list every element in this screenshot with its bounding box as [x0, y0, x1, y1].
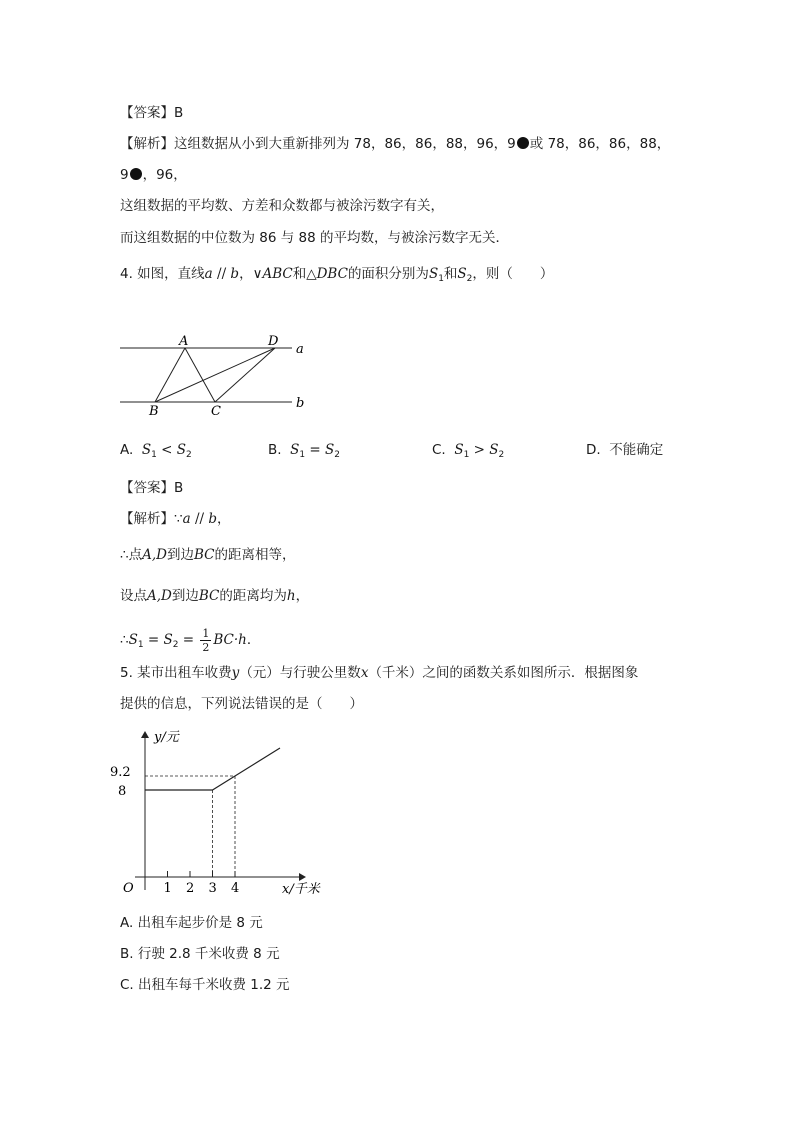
- q4-option-b[interactable]: B. $S_1 = S_2$: [268, 442, 341, 460]
- q3-analysis-line3: 这组数据的平均数、方差和众数都与被涂污数字有关，: [120, 198, 444, 214]
- label-c-point: C: [211, 404, 221, 419]
- y-ticks: [110, 765, 131, 799]
- q4-option-d[interactable]: D. 不能确定: [586, 442, 664, 458]
- y-axis-label: y/元: [154, 730, 179, 745]
- q3-analysis-line4: 而这组数据的中位数为 86 与 88 的平均数，与被涂污数字无关．: [120, 230, 510, 246]
- ink-blot-icon: [517, 137, 529, 149]
- segment-ac: [185, 348, 215, 402]
- answer-tag: 【答案】: [120, 105, 174, 121]
- q5-stem-line2: 提供的信息，下列说法错误的是（ ）: [120, 696, 363, 712]
- label-d-point: D: [268, 334, 279, 349]
- fraction-one-half: $\frac{1}{2}$: [202, 626, 210, 654]
- q5-fare-graph: [110, 722, 340, 902]
- q3-answer-line: [120, 103, 183, 123]
- q4-analysis-line2: ∴点A,D到边BC的距离相等，: [120, 547, 296, 563]
- segment-dc: [215, 348, 275, 402]
- fare-series-line: [145, 748, 280, 790]
- x-tick-label-3: 3: [208, 881, 217, 896]
- x-ticks: [164, 871, 240, 896]
- x-axis-label: x/千米: [282, 882, 320, 897]
- answer-value: B: [174, 480, 184, 496]
- x-tick-label-4: 4: [231, 881, 240, 896]
- label-b-point: B: [149, 404, 159, 419]
- q4-parallel-lines-figure: [115, 330, 315, 420]
- label-line-a: a: [296, 342, 304, 357]
- label-line-b: b: [296, 396, 305, 411]
- q5-option-a[interactable]: A. 出租车起步价是 8 元: [120, 915, 263, 931]
- analysis-tag: 【解析】: [120, 136, 174, 152]
- q3-analysis-line1: 【解析】这组数据从小到大重新排列为 78，86，86，88，96，9 或 78，86，86，88，: [120, 136, 671, 152]
- q4-option-c[interactable]: C. $S_1 > S_2$: [432, 442, 505, 460]
- q4-stem: 4. 如图，直线a // b，∨ABC和△DBC的面积分别为$S_1$和$S_2$，则（ ）: [120, 266, 554, 284]
- guide-lines: [145, 776, 235, 877]
- q5-option-b[interactable]: B. 行驶 2.8 千米收费 8 元: [120, 946, 280, 962]
- y-tick-label-8: 8: [118, 784, 127, 799]
- segment-db: [155, 348, 275, 402]
- answer-tag: 【答案】: [120, 480, 174, 496]
- answer-value: B: [174, 105, 184, 121]
- analysis-tag: 【解析】: [120, 511, 174, 527]
- q4-option-a[interactable]: A. $S_1 < S_2$: [120, 442, 192, 460]
- y-tick-label-9-2: 9.2: [110, 765, 131, 780]
- x-tick-label-2: 2: [186, 881, 195, 896]
- origin-label: O: [123, 881, 134, 896]
- q4-analysis-line3: 设点A,D到边BC的距离均为h，: [120, 588, 310, 604]
- q5-stem-line1: 5. 某市出租车收费y（元）与行驶公里数x（千米）之间的函数关系如图所示．根据图象: [120, 665, 639, 681]
- q5-option-c[interactable]: C. 出租车每千米收费 1.2 元: [120, 977, 290, 993]
- q4-answer-line: [120, 478, 183, 498]
- label-a-point: A: [179, 334, 189, 349]
- ink-blot-icon: [130, 168, 142, 180]
- q4-analysis-line1: 【解析】∵a // b，: [120, 511, 231, 527]
- segment-ab: [155, 348, 185, 402]
- q4-analysis-line4: $\therefore S_1 = S_2$ = $\frac{1}{2}$ BC·h．: [120, 626, 261, 654]
- x-tick-label-1: 1: [163, 881, 172, 896]
- q3-analysis-line2: 9 ，96，: [120, 167, 187, 183]
